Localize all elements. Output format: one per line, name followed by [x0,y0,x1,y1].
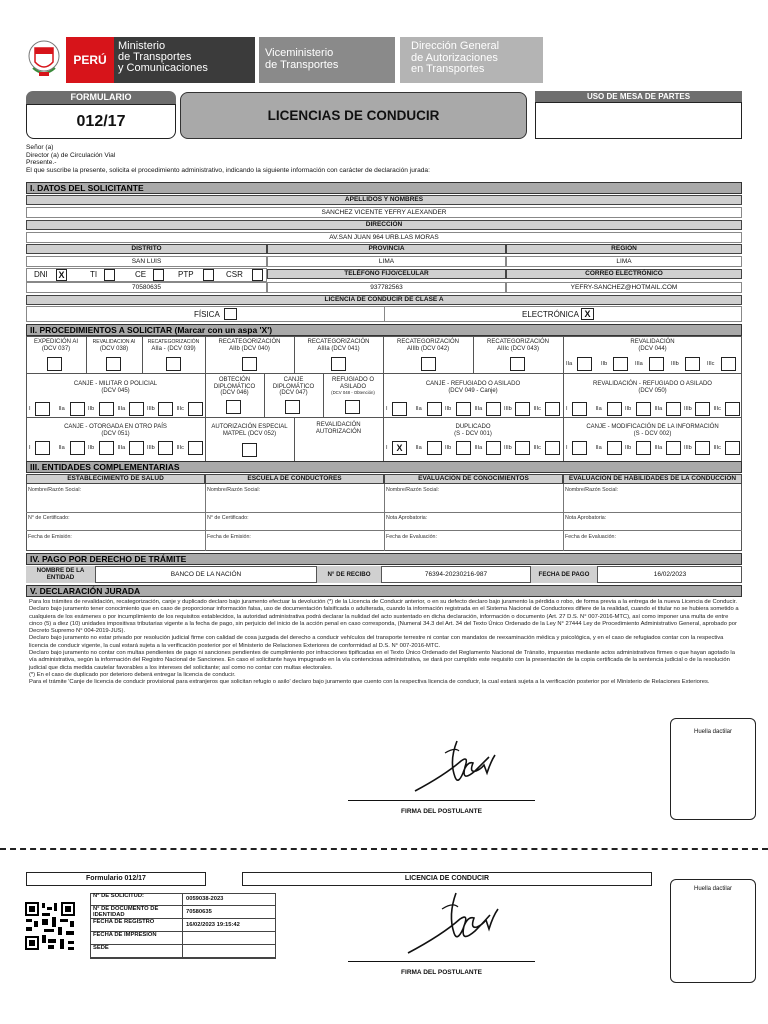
category-label: IIb [88,406,95,412]
recat-aiia-checkbox[interactable] [166,357,181,371]
category-label: IIIa [474,406,483,412]
category-label: IIIa [654,445,663,451]
category-label: I [386,445,388,451]
firma-label: FIRMA DEL POSTULANTE [401,808,482,815]
reval-opt: IIa [566,361,573,367]
recat-aiiic-checkbox[interactable] [510,357,525,371]
stub-value: 16/02/2023 19:15:42 [183,919,276,932]
category-label: IIb [445,406,452,412]
proc-obtencion-dip [205,377,264,397]
canje-otorgada-iiia-checkbox[interactable] [129,441,144,455]
huella-box[interactable] [670,718,756,820]
reval-refugiado-iiia-checkbox[interactable] [666,402,681,416]
canje-militar-iib-checkbox[interactable] [99,402,114,416]
proc-recat-aiia [142,339,205,352]
canje-modificacion-iiic-checkbox[interactable] [725,441,740,455]
mesa-box[interactable] [535,102,742,139]
declaration-text [29,599,741,687]
stub-signature-image [400,887,510,959]
section-1-title: I. DATOS DEL SOLICITANTE [26,182,742,194]
category-label: IIIc [176,445,184,451]
doc-ti-label: TI [90,270,98,279]
category-label: IIa [415,406,422,412]
direction-box [400,37,543,83]
lbl-a: REVALIDACIÓN - REFUGIADO O ASILADO [593,381,712,387]
dir-line-2: de Autorizaciones [411,51,498,64]
decl-para: Para los trámites de revalidación, recategorización, canje y duplicado declaro bajo juramento efectuar la devolución (*) de la Licencia de Conducir anterior, o en su defecto declaro bajo juramento la pérdida o robo, de forma previa a la entrega de la nueva Licencia de Conducir. [29,599,737,605]
salud-nombre[interactable]: Nombre/Razón Social: [28,487,81,493]
reval-opt: IIIc [707,361,715,367]
correo-value[interactable]: YEFRY-SANCHEZ@HOTMAIL.COM [506,282,742,293]
provincia-header: PROVINCIA [267,244,506,254]
recibo-header: N° DE RECIBO [316,566,382,583]
reval-refugiado-iiib-checkbox[interactable] [695,402,710,416]
lbl-c: (DCV 048 - Obtención) [331,390,375,395]
form-title: LICENCIAS DE CONDUCIR [180,92,527,139]
lbl-b: (DCV 045) [101,387,130,394]
category-label: IIa [58,406,65,412]
doc-ce-label: CE [135,270,147,279]
lbl-b: (S - DCV 002) [633,430,672,437]
stub-firma-label: FIRMA DEL POSTULANTE [401,969,482,976]
decl-para: Declaro bajo juramento no estar privado por resolución judicial firme con calidad de cosa juzgada del derecho a conducir vehículos del transporte terrestre ni contar con mandatos de reexaminación médica y psicológica, y en el caso de refugiados contar con la respectiva licencia de conducir vigente, la cual estará sujeta a la verificación posterior por el Ministerio de Relaciones Exteriores de conformidad al D.S. N° 007-2016-MTC. [29,635,724,649]
canje-otorgada-iiic-checkbox[interactable] [188,441,203,455]
stub-key: SEDE [90,945,183,958]
proc-recat-aiiic [473,339,563,352]
signature-line [348,800,535,801]
doc-csr-label: CSR [226,270,243,279]
category-label: IIIa [654,406,663,412]
lbl-a: CANJE - REFUGIADO O ASILADO [425,381,521,387]
peru-seal-icon [25,38,63,82]
reval-iia-checkbox[interactable] [577,357,592,371]
conocimientos-evaluacion[interactable]: Fecha de Evaluación: [386,534,437,540]
section-5-title: V. DECLARACIÓN JURADA [26,585,742,597]
category-label: I [566,406,568,412]
region-header: REGIÓN [506,244,742,254]
canje-otorgada-iiib-checkbox[interactable] [158,441,173,455]
lbl-a: OBTECIÓN [218,377,251,383]
lbl-b: (DCV 044) [638,345,667,352]
stub-licencia-label: LICENCIA DE CONDUCIR [242,872,652,886]
section-2-title: II. PROCEDIMIENTOS A SOLICITAR (Marcar con un aspa 'X') [26,324,742,336]
stub-key: FECHA DE REGISTRO [90,919,183,932]
reval-iiib-checkbox[interactable] [685,357,700,371]
category-label: IIa [595,445,602,451]
escuela-cert[interactable]: N° de Certificado: [207,515,249,521]
stub-huella-box[interactable] [670,879,756,983]
stub-signature-line [348,961,535,962]
canje-militar-iiia-checkbox[interactable] [129,402,144,416]
escuela-emision[interactable]: Fecha de Emisión: [207,534,251,540]
correo-header: CORREO ELECTRÓNICO [506,269,742,279]
proc-duplicado [383,424,563,437]
proc-canje-otorgada [26,424,205,437]
reval-refugiado-iia-checkbox[interactable] [607,402,622,416]
canje-refugiado-iib-checkbox[interactable] [456,402,471,416]
category-label: IIb [88,445,95,451]
fecha-pago-value[interactable]: 16/02/2023 [653,571,687,578]
category-label: IIIc [533,445,541,451]
fisica-label: FÍSICA [194,310,220,319]
duplicado-iiic-checkbox[interactable] [545,441,560,455]
form-number: 012/17 [26,104,176,139]
lbl-a: REFUGIADO O [331,377,374,383]
vice-line-1: Viceministerio [265,47,334,59]
salud-header: ESTABLECIMIENTO DE SALUD [26,474,205,484]
ministry-line-1: Ministerio [118,40,166,52]
decl-para: Para el trámite 'Canje de licencia de conducir provisional para extranjeros que solicitan refugio o asilo' declaro bajo juramento que cuento con la respectiva licencia de conducir, la cual estará sujeta a la verificación posterior por el Ministerio de Relaciones Exteriores. [29,679,710,686]
csr-checkbox[interactable] [252,269,263,281]
cut-line [0,848,768,850]
stub-huella-label: Huella dactilar [693,886,733,892]
proc-revalidacion [563,339,742,352]
lbl-a: REVALIDACION AI [92,339,136,345]
entidad-header: NOMBRE DE LA ENTIDAD [26,566,96,583]
apellidos-value[interactable]: SANCHEZ VICENTE YEFRY ALEXANDER [26,207,742,218]
category-label: IIIb [684,406,692,412]
reval-iiia-checkbox[interactable] [649,357,664,371]
fisica-checkbox[interactable] [224,308,237,320]
canje-modificacion-iib-checkbox[interactable] [636,441,651,455]
category-label: IIa [58,445,65,451]
ministry-line-2: de Transportes [118,51,192,63]
canje-militar-iiic-checkbox[interactable] [188,402,203,416]
vice-box [259,37,395,83]
clase-header: LICENCIA DE CONDUCIR DE CLASE A [26,295,742,305]
reval-iiic-checkbox[interactable] [721,357,736,371]
intro-line: Director (a) de Circulación Vial [26,151,116,159]
ministry-box [114,37,255,83]
duplicado-iiia-checkbox[interactable] [486,441,501,455]
telefono-header: TELÉFONO FIJO/CELULAR [267,269,506,279]
direccion-header: DIRECCIÓN [26,220,742,230]
ent-div [205,484,206,551]
reval-refugiado-iiic-checkbox[interactable] [725,402,740,416]
reval-opt: IIIb [671,361,679,367]
canje-refugiado-iiia-checkbox[interactable] [486,402,501,416]
stub-value [183,932,276,945]
lbl-b: (DCV 049 - Canje) [448,387,498,394]
fecha-pago-header: FECHA DE PAGO [530,566,598,583]
lbl-a: RECATEGORIZACIÓN [487,339,549,345]
ent-row [26,530,742,531]
reval-iib-checkbox[interactable] [613,357,628,371]
autorizacion-checkbox[interactable] [242,443,257,457]
canje-otorgada-iia-checkbox[interactable] [70,441,85,455]
ent-row [26,512,742,513]
dir-line-1: Dirección General [411,40,500,52]
lbl-b: DIPLOMÁTICO [272,383,315,390]
intro-line: Presente.- [26,159,57,167]
lbl-a: REVALIDACIÓN [316,422,361,428]
electronica-label: ELECTRÓNICA [522,310,579,319]
expedicion-checkbox[interactable] [47,357,62,371]
category-label: IIb [625,445,632,451]
category-label: IIIb [504,406,512,412]
habilidades-nombre[interactable]: Nombre/Razón Social: [565,487,618,493]
canje-militar-iia-checkbox[interactable] [70,402,85,416]
revalidacion-ai-checkbox[interactable] [106,357,121,371]
peru-logo: PERÚ [66,37,114,83]
reval-opt: IIb [601,361,608,367]
lbl-b: AIIIc (DCV 043) [496,345,539,352]
category-label: IIb [445,445,452,451]
canje-refugiado-iiib-checkbox[interactable] [515,402,530,416]
lbl-c: (DCV 046) [220,390,249,396]
lbl-a: REVALIDACIÓN [630,339,675,345]
canje-modificacion-i-checkbox[interactable] [572,441,587,455]
category-label: I [386,406,388,412]
category-label: IIIa [117,406,126,412]
lbl-b: AIIb (DCV 040) [229,345,270,352]
intro [26,144,430,174]
lbl-a: AUTORIZACIÓN ESPECIAL [211,424,288,430]
apellidos-header: APELLIDOS Y NOMBRES [26,195,742,205]
reval-refugiado-i-checkbox[interactable] [572,402,587,416]
lbl-b: AIIIa (DCV 041) [317,345,360,352]
canje-otorgada-i-checkbox[interactable] [35,441,50,455]
ti-checkbox[interactable] [104,269,115,281]
provincia-value[interactable]: LIMA [267,256,506,267]
canje-militar-i-checkbox[interactable] [35,402,50,416]
proc-canje-refugiado [383,381,563,394]
stub-value: 0059038-2023 [183,893,276,906]
lbl-b: AUTORIZACIÓN [315,428,362,435]
dir-line-3: en Transportes [411,63,485,75]
conocimientos-header: EVALUACIÓN DE CONOCIMIENTOS [384,474,563,484]
distrito-value[interactable]: SAN LUIS [26,256,267,267]
lbl-a: EXPEDICIÓN AI [33,339,78,345]
category-label: I [29,445,31,451]
habilidades-nota[interactable]: Nota Aprobatoria: [565,515,607,521]
lbl-a: CANJE - MODIFICACIÓN DE LA INFORMACIÓN [586,424,719,430]
canje-dip-checkbox[interactable] [285,400,300,414]
lbl-a: CANJE [283,377,304,383]
category-label: IIb [625,406,632,412]
lbl-a: RECATEGORIZACIÓN [307,339,370,345]
lbl-b: DIPLOMÁTICO [213,383,256,390]
intro-line: Señor (a) [26,144,54,151]
lbl-b: (S - DCV 001) [454,430,492,437]
region-value[interactable]: LIMA [506,256,742,267]
lbl-b: (DCV 050) [638,387,667,394]
stub-key: N° DE SOLICITUD: [90,893,183,906]
escuela-nombre[interactable]: Nombre/Razón Social: [207,487,260,493]
clase-divider [384,306,385,322]
lbl-b: (DCV 051) [101,430,130,437]
form-label: FORMULARIO [26,91,176,104]
direccion-value[interactable]: AV.SAN JUAN 964 URB.LAS MORAS [26,232,742,243]
proc-canje-militar [26,381,205,394]
recat-aiiib-checkbox[interactable] [421,357,436,371]
ministry-line-3: y Comunicaciones [118,62,208,74]
lbl-b: MATPEL (DCV 052) [222,430,277,437]
habilidades-evaluacion[interactable]: Fecha de Evaluación: [565,534,616,540]
canje-militar-iiib-checkbox[interactable] [158,402,173,416]
recibo-value[interactable]: 76394-20230216-987 [424,571,488,578]
proc-refugiado [323,377,383,397]
category-label: IIIc [713,406,721,412]
canje-otorgada-iib-checkbox[interactable] [99,441,114,455]
lbl-b: ASILADO [339,383,366,390]
decl-para: Declaro bajo juramento no contar con multas pendientes de pago ni sanciones pendientes de cumplimiento por infracciones tipificadas en el Texto Único Ordenado del Reglamento Nacional de Tránsito, impuestas mediante actos administrativos firmes o que hayan agotado la vía administrativa, según la información del Registro Nacional de Sanciones. En caso el solicitante haya impugnado en la vía contenciosa administrativa, se dará por cumplido este requisito con la presentación de la copia certificada de la sentencia judicial o de la resolución judicial que dicta medida cautelar favorables a los intereses del solicitante; así como no contar con multas electorales. [29,650,735,671]
salud-cert[interactable]: N° de Certificado: [28,515,70,521]
category-label: I [566,445,568,451]
intro-line: El que suscribe la presente, solicita el procedimiento administrativo, indicando la siguiente información con carácter de declaración jurada: [26,166,430,174]
stub-form-label: Formulario 012/17 [26,872,206,886]
stub-value [183,945,276,958]
refugiado-checkbox[interactable] [345,400,360,414]
doc-ptp-label: PTP [178,270,194,279]
proc-revalidacion-ai [86,339,142,352]
duplicado-iib-checkbox[interactable] [456,441,471,455]
category-label: IIIb [684,445,692,451]
category-label: IIIc [176,406,184,412]
category-label: I [29,406,31,412]
duplicado-i-checkbox[interactable]: X [392,441,407,455]
recat-aiiia-checkbox[interactable] [331,357,346,371]
doc-number-value[interactable]: 70580635 [26,282,267,293]
ptp-checkbox[interactable] [203,269,214,281]
ent-div [384,484,385,551]
canje-refugiado-i-checkbox[interactable] [392,402,407,416]
category-label: IIIa [474,445,483,451]
section-4-title: IV. PAGO POR DERECHO DE TRÁMITE [26,553,742,565]
electronica-checkbox[interactable]: X [581,308,594,320]
proc-canje-dip [264,377,323,397]
ent-div [563,484,564,551]
proc-reval-autorizacion [294,422,383,435]
category-label: IIIb [147,406,155,412]
escuela-header: ESCUELA DE CONDUCTORES [205,474,384,484]
lbl-a: RECATEGORIZACIÓN [147,339,200,345]
lbl-b: (DCV 037) [41,345,71,352]
category-label: IIIb [147,445,155,451]
canje-refugiado-iiic-checkbox[interactable] [545,402,560,416]
lbl-a: RECATEGORIZACIÓN [397,339,459,345]
lbl-b: AIIa - (DCV 039) [151,345,196,352]
distrito-header: DISTRITO [26,244,267,254]
conocimientos-nota[interactable]: Nota Aprobatoria: [386,515,428,521]
decl-para: Declaro bajo juramento tener conocimiento que en caso de proporcionar información falsa, uso de documentación falsificada o adulterada, cuando la información registrada en el Sistema Nacional de Conductores difiere de la realidad, cuando el titular no se hubiera sometido a cualquiera de los exámenes o por incumplimiento de los requisitos establecidos, la autoridad administrativa podrá declarar la nulidad del acto sustentado en dicha declaración, información o documento (Art. 27 D.S. N° 007-2016-MTC), así como imponer una multa de entre cinco (5) a diez (10) unidades impositivas tributarias vigente a la fecha de pago, sin perjuicio del inicio de la acción penal en caso corresponda, (Numeral 34.3 del Art. 34 del Texto Único Ordenado de la Ley N° 27444 Ley de Procedimiento Administrativo General, aprobado por Decreto Supremo N° 004-2019-JUS). [29,606,739,635]
lbl-a: DUPLICADO [455,424,491,430]
canje-modificacion-iiib-checkbox[interactable] [695,441,710,455]
lbl-a: CANJE - OTORGADA EN OTRO PAÍS [64,424,167,430]
conocimientos-nombre[interactable]: Nombre/Razón Social: [386,487,439,493]
proc-canje-modificacion [563,424,742,437]
canje-modificacion-iiia-checkbox[interactable] [666,441,681,455]
signature-image [405,733,505,799]
proc-autorizacion [205,424,294,437]
duplicado-iiib-checkbox[interactable] [515,441,530,455]
decl-para: (*) En el caso de duplicado por deterioro deberá entregar la licencia de conducir. [29,671,236,678]
lbl-b: AIIIb (DCV 042) [406,345,450,352]
category-label: IIIa [117,445,126,451]
proc-reval-refugiado [563,381,742,394]
entidad-value[interactable]: BANCO DE LA NACIÓN [170,571,242,578]
lbl-b: (DCV 038) [99,345,129,352]
proc-recat-aiiia [294,339,383,352]
telefono-value[interactable]: 937782563 [267,282,506,293]
category-label: IIIc [713,445,721,451]
obtencion-checkbox[interactable] [226,400,241,414]
doc-dni-label: DNI [34,270,48,279]
category-label: IIa [415,445,422,451]
stub-key: FECHA DE IMPRESION [90,932,183,945]
lbl-c: (DCV 047) [279,390,308,396]
reval-opt: IIIa [635,361,643,367]
proc-recat-aiiib [383,339,473,352]
dni-checkbox[interactable]: X [56,269,67,281]
proc-expedicion [26,339,86,352]
salud-emision[interactable]: Fecha de Emisión: [28,534,72,540]
stub-value: 70580635 [183,906,276,919]
proc-recat-aiib [205,339,294,352]
section-3-title: III. ENTIDADES COMPLEMENTARIAS [26,461,742,473]
habilidades-header: EVALUACIÓN DE HABILIDADES DE LA CONDUCCIÓN [563,474,742,484]
stub-key: N° DE DOCUMENTO DE IDENTIDAD [90,906,183,919]
category-label: IIIc [533,406,541,412]
lbl-a: RECATEGORIZACIÓN [218,339,281,345]
lbl-a: CANJE - MILITAR O POLICIAL [73,381,158,387]
canje-refugiado-iia-checkbox[interactable] [427,402,442,416]
reval-refugiado-iib-checkbox[interactable] [636,402,651,416]
recat-aiib-checkbox[interactable] [242,357,257,371]
ce-checkbox[interactable] [153,269,164,281]
vice-line-2: de Transportes [265,59,339,71]
huella-label: Huella dactilar [693,729,733,735]
mesa-label: USO DE MESA DE PARTES [535,91,742,102]
category-label: IIa [595,406,602,412]
duplicado-iia-checkbox[interactable] [427,441,442,455]
qr-code-icon [24,901,76,951]
canje-modificacion-iia-checkbox[interactable] [607,441,622,455]
category-label: IIIb [504,445,512,451]
